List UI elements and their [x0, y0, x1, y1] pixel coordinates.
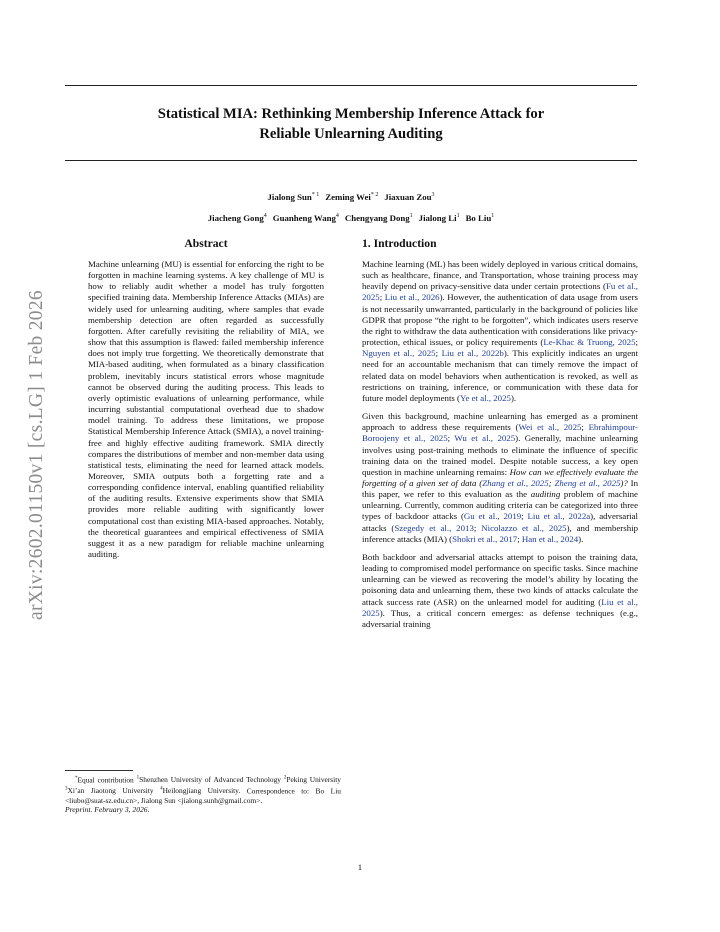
citation-link[interactable]: Nguyen et al., 2025 [362, 348, 436, 359]
title-line-2: Reliable Unlearning Auditing [259, 126, 443, 142]
citation-link[interactable]: Ebrahimpour-Boroojeny et al., 2025 [362, 422, 638, 444]
citation-link[interactable]: Szegedy et al., 2013 [394, 522, 474, 533]
citation-link[interactable]: Le-Khac & Truong, 2025 [543, 337, 636, 348]
text-segment: In this paper, we refer to this evaluation as the [362, 477, 638, 500]
affiliation-number: 3 [65, 786, 68, 792]
text-segment: ; [581, 422, 589, 433]
affiliation-name: Peking University [286, 775, 341, 785]
affiliation [154, 786, 241, 795]
text-segment: How can we effectively evaluate the forgetting of a given set of data ( [362, 466, 638, 488]
author-affiliation-mark: 1 [409, 212, 413, 219]
text-segment: Both backdoor and adversarial attacks attempt to poison the training data, leading to compromised model performance on specific tasks. Since machine unlearning can be viewed as recovering the model’s ability by locating the poisoning data and unlearning them, these two kinds of attacks calculate the attack success rate (ASR) on the unlearned model for auditing ( [362, 551, 638, 607]
author-affiliation-mark: 1 [491, 212, 495, 219]
author-name: Jialong Sun [267, 191, 312, 202]
author-affiliation-mark: 4 [335, 212, 339, 219]
text-segment: ; [473, 522, 482, 533]
author-affiliation-mark: * 1 [311, 192, 320, 198]
abstract-text: Machine unlearning (MU) is essential for enforcing the right to be forgotten in machine learning systems. A key challenge of MU is how to reliably audit whether a model has truly forgotten specified training data. Membership Inference Attacks (MIAs) are widely used for unlearning auditing, where samples that evade membership detection are often regarded as successfully forgotten. After carefully revisiting the reliability of MIA, we show that this assumption is flawed: failed membership inference does not imply true forgetting. We theoretically demonstrate that MIA-based auditing, when formulated as a binary classification problem, inevitably incurs statistical errors whose magnitude cannot be observed during the auditing process. This leads to overly optimistic evaluations of unlearning performance, while incurring substantial computational overhead due to shadow model training. To address these limitations, we propose Statistical Membership Inference Attack (SMIA), a novel training-free and highly effective auditing framework. SMIA directly compares the distributions of member and non-member data using statistical tests, eliminating the need for learned attack models. Moreover, SMIA outputs both a forgetting rate and a corresponding confidence interval, enabling quantified reliability of the auditing results. Extensive experiments show that SMIA provides more reliable auditing with significantly lower computational cost than existing MIA-based approaches. Notably, the theoretical guarantees and empirical effectiveness of SMIA suggest it as a new paradigm for reliable machine unlearning auditing. [88, 259, 324, 560]
author-name: Jiacheng Gong [207, 212, 264, 223]
text-segment: Given this background, machine unlearning has emerged as a prominent approach to address these requirements ( [362, 411, 638, 433]
author [273, 213, 339, 223]
introduction-paragraph-3 [362, 552, 638, 630]
abstract-heading: Abstract [184, 237, 228, 250]
citation-link[interactable]: Zhang et al., 2025 [482, 477, 549, 488]
text-segment: ; [379, 292, 385, 303]
citation-link[interactable]: Fu et al., 2025 [362, 281, 638, 303]
citation-link[interactable]: Liu et al., 2022b [441, 348, 504, 359]
text-segment: ; [548, 477, 555, 488]
citation-link[interactable]: Nicolazzo et al., 2025 [481, 522, 567, 533]
footnote [65, 774, 341, 805]
text-segment: ). Thus, a critical concern emerges: as defense techniques (e.g., adversarial training [362, 607, 638, 629]
author-name: Guanheng Wang [272, 212, 336, 223]
author-name: Bo Liu [465, 212, 492, 223]
affiliation [65, 786, 154, 795]
text-segment: ; [521, 511, 528, 522]
citation-link[interactable]: Zheng et al., 2025 [554, 477, 621, 488]
arxiv-identifier-text: arXiv:2602.01150v1 [cs.LG] 1 Feb 2026 [26, 290, 47, 620]
introduction-heading: 1. Introduction [362, 237, 437, 250]
correspondence: Correspondence to: Bo Liu <liubo@suat-sz.edu.cn>, Jialong Sun <jialong.sunh@gmail.com>. [65, 786, 341, 805]
author-affiliation-mark: 4 [263, 212, 267, 219]
author [325, 192, 378, 202]
text-segment: ). Generally, machine unlearning involves using post-training methods to eliminate the influence of specific training data on the trained model. Despite notable success, a key open question in machine unlearning remains: [362, 433, 638, 477]
author-name: Zeming Wei [325, 191, 371, 202]
citation-link[interactable]: Wu et al., 2025 [454, 433, 516, 444]
affiliation-number: 1 [136, 776, 140, 781]
title-line-1: Statistical MIA: Rethinking Membership Inference Attack for [157, 106, 545, 122]
text-segment: ). However, the authentication of data usage from users is not necessarily unwarranted, particularly in the background of policies like GDPR that propose “the right to be forgotten”, which indicates users reserve the right to withdraw the data authentication with considerations like privacy-protection, ethical issues, or policy requirements ( [362, 292, 638, 348]
author-affiliation-mark: 1 [456, 212, 460, 219]
text-segment: problem of machine unlearning. Currently, common auditing criteria can be categorized into three types of backdoor attacks ( [362, 489, 638, 522]
author-name: Jialong Li [418, 212, 457, 223]
citation-link[interactable]: Wei et al., 2025 [518, 422, 582, 433]
paper-title [65, 104, 637, 144]
affiliation-number: 4 [160, 786, 163, 792]
text-segment: ). [578, 533, 584, 544]
text-segment: Machine learning (ML) has been widely deployed in various critical domains, such as healthcare, finance, and Transportation, whose training process may heavily depend on privacy-sensitive data under certain protections ( [362, 259, 638, 292]
author-line-2 [65, 207, 637, 228]
title-rule-top [65, 85, 637, 86]
text-segment: )? [620, 477, 628, 488]
citation-link[interactable]: Liu et al., 2025 [362, 596, 638, 618]
citation-link[interactable]: Shokri et al., 2017 [452, 533, 518, 544]
author [466, 213, 495, 223]
author [419, 213, 460, 223]
introduction-column [362, 236, 638, 630]
abstract-column [88, 236, 324, 560]
text-segment: auditing [530, 489, 561, 500]
author [384, 192, 434, 202]
author-line-1 [65, 186, 637, 207]
citation-link[interactable]: Gu et al., 2019 [463, 511, 522, 522]
citation-link[interactable]: Liu et al., 2022a [527, 511, 591, 522]
text-segment: ). This explicitly indicates an urgent need for an accountable mechanism that can timely remove the impact of related data on model behaviors when authentication is revoked, as well as restrictions on training, inference, or communication with these data for future model deployments ( [362, 348, 638, 403]
citation-link[interactable]: Liu et al., 2026 [384, 292, 440, 303]
text-segment: ), and membership inference attacks (MIA) ( [362, 522, 638, 544]
text-segment: ; [447, 433, 455, 444]
text-segment: ; [517, 533, 522, 544]
equal-contribution-mark: * [75, 776, 78, 781]
affiliation-name: Shenzhen University of Advanced Technology [139, 775, 281, 785]
author-affiliation-mark: * 2 [370, 192, 379, 198]
affiliation [137, 775, 281, 784]
text-segment: ; [635, 337, 638, 348]
citation-link[interactable]: Han et al., 2024 [521, 533, 579, 544]
author-list [65, 186, 637, 228]
author [268, 192, 320, 202]
preprint-note: Preprint. February 3, 2026. [65, 805, 150, 814]
introduction-paragraph-2 [362, 411, 638, 545]
author-affiliation-mark: 3 [431, 192, 435, 198]
introduction-paragraph-1 [362, 259, 638, 404]
author-name: Jiaxuan Zou [384, 191, 432, 202]
affiliation-name: Xi’an Jiaotong University [67, 786, 154, 796]
author [345, 213, 413, 223]
text-segment: ), adversarial attacks ( [362, 511, 638, 533]
affiliation-number: 2 [283, 776, 287, 781]
citation-link[interactable]: Ye et al., 2025 [460, 392, 511, 403]
text-segment: ). [510, 392, 517, 403]
title-rule-bottom [65, 160, 637, 161]
text-segment: ; [435, 348, 442, 359]
equal-contribution: Equal contribution [77, 775, 134, 785]
affiliation [281, 775, 341, 784]
page-number: 1 [357, 862, 363, 872]
affiliation-name: Heilongjiang University. [162, 786, 241, 796]
author-name: Chengyang Dong [344, 212, 410, 223]
author [208, 213, 267, 223]
footnote-rule [65, 770, 133, 771]
